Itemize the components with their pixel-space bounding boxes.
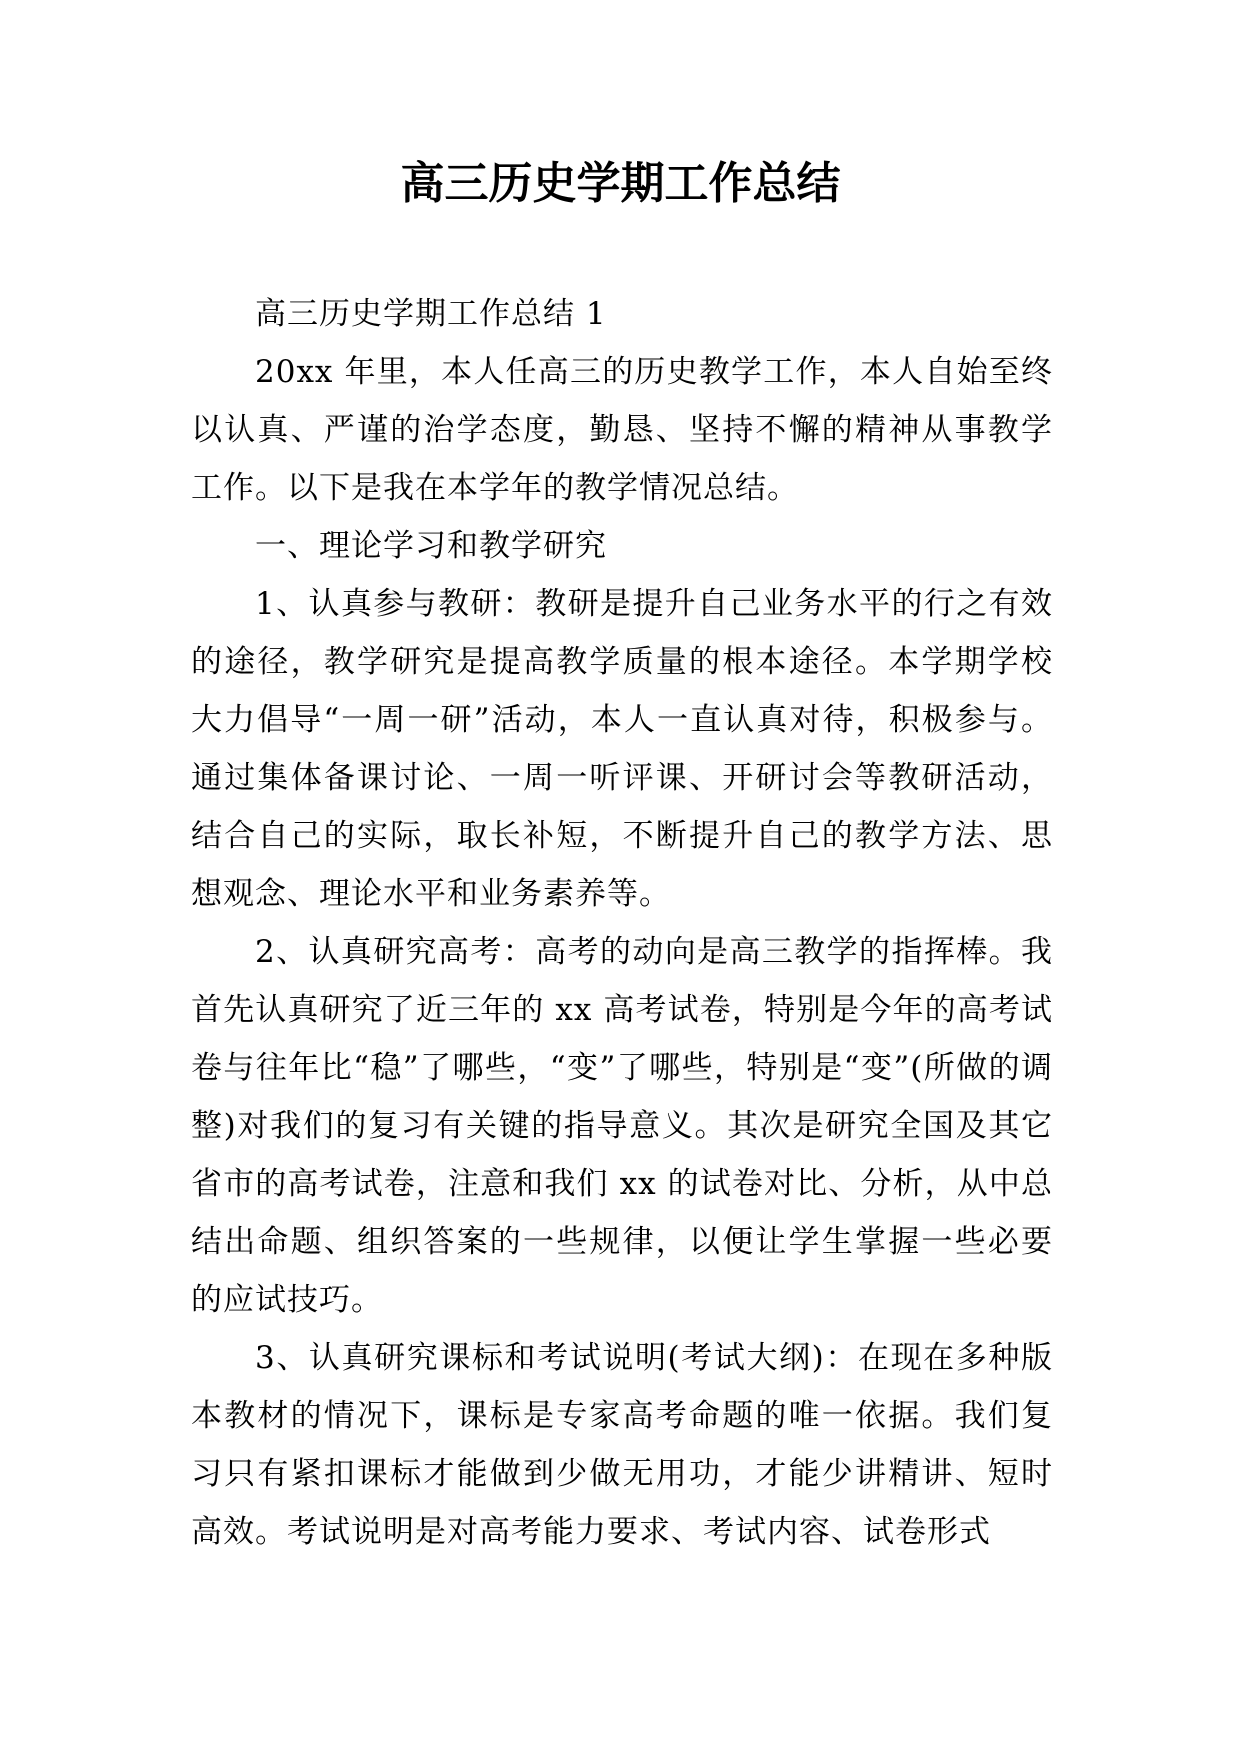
paragraph: 20xx 年里，本人任高三的历史教学工作，本人自始至终以认真、严谨的治学态度，勤恳、坚持不懈的精神从事教学工作。以下是我在本学年的教学情况总结。 (191, 354, 1053, 506)
paragraph: 3、认真研究课标和考试说明(考试大纲)：在现在多种版本教材的情况下，课标是专家高考命题的唯一依据。我们复习只有紧扣课标才能做到少做无用功，才能少讲精讲、短时高效。考试说明是对高考能力要求、考试内容、试卷形式 (191, 1340, 1053, 1550)
subsection-heading: 一、理论学习和教学研究 (255, 528, 607, 564)
document-title: 高三历史学期工作总结 (400, 158, 841, 209)
document-body (191, 285, 1053, 1561)
paragraph: 1、认真参与教研：教研是提升自己业务水平的行之有效的途径，教学研究是提高教学质量的根本途径。本学期学校大力倡导“一周一研”活动，本人一直认真对待，积极参与。通过集体备课讨论、一周一听评课、开研讨会等教研活动，结合自己的实际，取长补短，不断提升自己的教学方法、思想观念、理论水平和业务素养等。 (191, 586, 1053, 912)
section-heading: 高三历史学期工作总结 1 (255, 296, 607, 332)
paragraph: 2、认真研究高考：高考的动向是高三教学的指挥棒。我首先认真研究了近三年的 xx 高考试卷，特别是今年的高考试卷与往年比“稳”了哪些，“变”了哪些，特别是“变”(所做的调整)对我们的复习有关键的指导意义。其次是研究全国及其它省市的高考试卷，注意和我们 xx 的试卷对比、分析，从中总结出命题、组织答案的一些规律，以便让学生掌握一些必要的应试技巧。 (191, 934, 1053, 1318)
